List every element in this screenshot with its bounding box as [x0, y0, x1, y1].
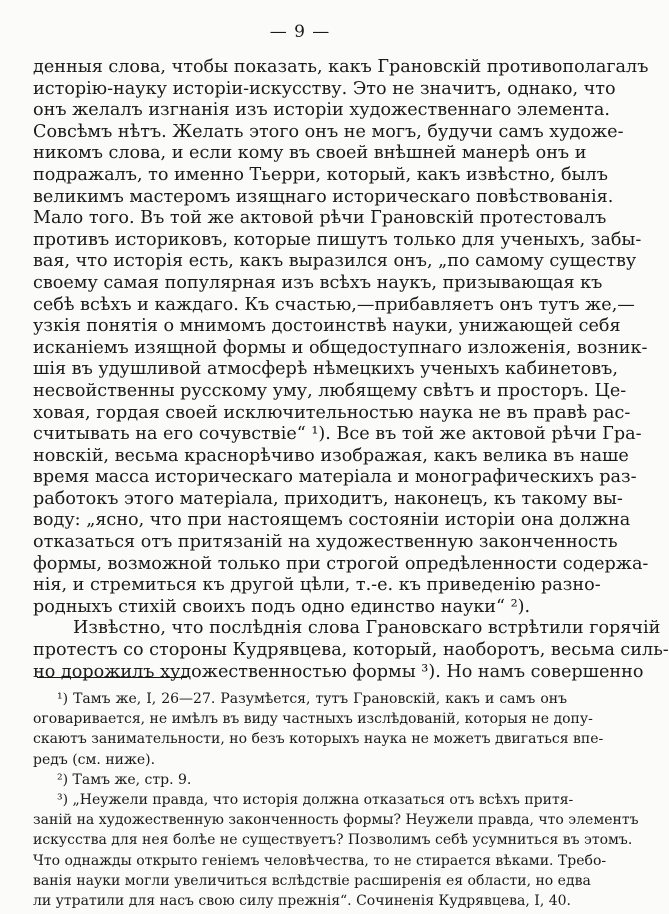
footnote-line: редъ (см. ниже).	[33, 751, 156, 768]
footnote-line: искусства для нея болѣе не существуетъ? Позволимъ себѣ усумниться въ этомъ.	[33, 832, 633, 849]
text-line: ховая, гордая своей исключительностью наука не въ правѣ рас-	[33, 402, 631, 423]
text-line: исканіемъ изящной формы и общедоступнаго изложенія, возник-	[33, 337, 648, 358]
text-line: формы, возможной только при строгой опредѣленности содержа-	[33, 553, 649, 574]
text-line: время масса историческаго матеріала и монографическихъ раз-	[33, 467, 637, 488]
text-line: протестъ со стороны Кудрявцева, который, наоборотъ, весьма силь-	[33, 640, 669, 661]
text-line: подражалъ, то именно Тьерри, который, какъ извѣстно, былъ	[33, 164, 608, 185]
footnotes	[33, 689, 639, 911]
text-line: себѣ всѣхъ и каждаго. Къ счастью,—прибавляетъ онъ тутъ же,—	[33, 294, 635, 315]
text-line: исторію-науку исторіи-искусству. Это не значитъ, однако, что	[33, 78, 616, 99]
text-line: вая, что исторія есть, какъ выразился онъ, „по самому существу	[33, 251, 637, 272]
text-line: воду: „ясно, что при настоящемъ состояніи исторіи она должна	[33, 510, 631, 531]
footnote-1	[33, 689, 604, 770]
text-line: работокъ этого матеріала, приходитъ, наконецъ, къ такому вы-	[33, 488, 623, 509]
text-line: узкія понятія о мнимомъ достоинствѣ науки, унижающей себя	[33, 316, 621, 337]
text-line: новскій, весьма краснорѣчиво изображая, какъ велика въ наше	[33, 445, 629, 466]
footnote-line: ванія науки могли увеличиться вслѣдствіе расширенія ея области, но едва	[33, 872, 591, 889]
footnote-line: заній на художественную законченность формы? Неужели правда, что элементъ	[33, 812, 639, 829]
text-line: считывать на его сочувствіе“ ¹). Все въ той же актовой рѣчи Гра-	[33, 424, 642, 445]
text-line: родныхъ стихій своихъ подъ одно единство науки“ ²).	[33, 596, 531, 617]
text-line: нія, и стремиться къ другой цѣли, т.-е. къ приведенію разно-	[33, 575, 601, 596]
footnote-line: ли утратили для насъ свою силу прежнія“. Сочиненія Кудрявцева, I, 40.	[33, 893, 572, 910]
text-line: отказаться отъ притязаній на художественную законченность	[33, 532, 618, 553]
footnote-line: оговаривается, не имѣлъ въ виду частныхъ изслѣдованій, которыя не допу-	[33, 711, 593, 728]
footnote-3	[33, 790, 639, 911]
text-line: шія въ удушливой атмосферѣ нѣмецкихъ ученыхъ кабинетовъ,	[33, 359, 618, 380]
footnote-line: ²) Тамъ же, стр. 9.	[57, 771, 192, 788]
paragraph-2	[33, 618, 669, 683]
text-line: но дорожилъ художественностью формы ³). Но намъ совершенно	[33, 661, 644, 682]
text-line: несвойственны русскому уму, любящему свѣтъ и просторъ. Це-	[33, 380, 627, 401]
text-line: денныя слова, чтобы показать, какъ Грановскій противополагалъ	[33, 57, 649, 77]
footnote-line: ³) „Неужели правда, что исторія должна отказаться отъ всѣхъ притя-	[57, 792, 574, 809]
text-line: Мало того. Въ той же актовой рѣчи Грановскій протестовалъ	[33, 208, 607, 229]
footnote-divider	[37, 677, 187, 678]
text-line: Совсѣмъ нѣтъ. Желать этого онъ не могъ, будучи самъ художе-	[33, 121, 624, 142]
footnote-line: ¹) Тамъ же, I, 26—27. Разумѣется, тутъ Грановскій, какъ и самъ онъ	[57, 691, 567, 707]
text-line: никомъ слова, и если кому въ своей внѣшней манерѣ онъ и	[33, 143, 587, 164]
text-line: великимъ мастеромъ изящнаго историческаго повѣствованія.	[33, 186, 614, 207]
footnote-line: Что однажды открыто геніемъ человѣчества, то не стирается вѣками. Требо-	[33, 852, 607, 869]
main-text	[33, 57, 669, 683]
footnote-line: скаютъ занимательности, но безъ которыхъ наука не можетъ двигаться впе-	[33, 731, 604, 748]
text-line: онъ желалъ изгнанія изъ исторіи художественнаго элемента.	[33, 100, 610, 121]
text-line: своему самая популярная изъ всѣхъ наукъ, призывающая къ	[33, 272, 603, 293]
paragraph-1	[33, 57, 649, 618]
text-line: Извѣстно, что послѣднія слова Грановскаго встрѣтили горячій	[73, 618, 661, 639]
page-number: — 9 —	[269, 22, 331, 42]
text-line: противъ историковъ, которые пишутъ только для ученыхъ, забы-	[33, 229, 642, 250]
footnote-2	[33, 770, 567, 790]
